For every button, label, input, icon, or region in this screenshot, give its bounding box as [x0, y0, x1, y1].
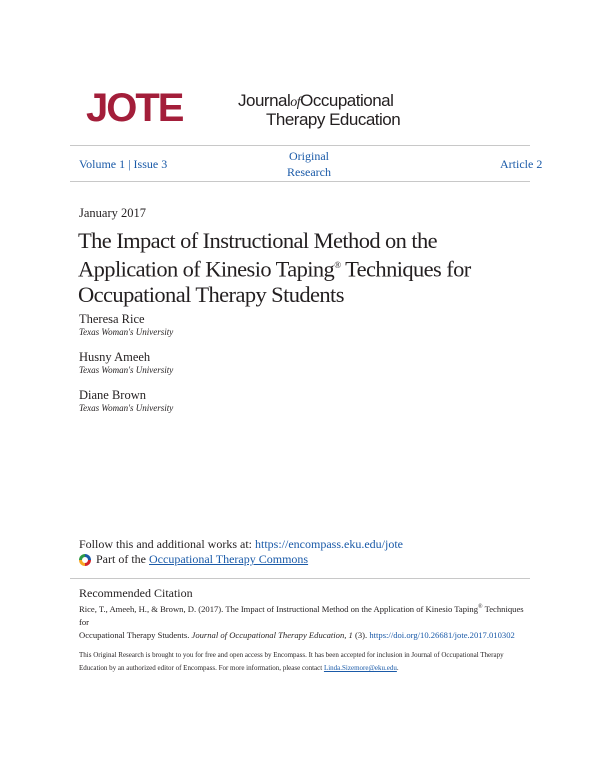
repository-link[interactable]: https://encompass.eku.edu/jote — [255, 537, 403, 551]
article-title — [78, 228, 528, 307]
notice-text: This Original Research is brought to you for free and open access by Encompass. It has been accepted for inclusion in Journal of Occupational Therapy Education by an authorized editor of Encompass. For more information, please contact — [79, 651, 504, 672]
journal-wordmark-occupational: Occupational — [300, 91, 394, 110]
follow-line — [79, 537, 403, 552]
title-part2: Techniques for Occupational Therapy Students — [78, 256, 471, 307]
citation-divider — [70, 578, 530, 579]
doi-link[interactable]: https://doi.org/10.26681/jote.2017.010302 — [369, 629, 515, 640]
author-affiliation: Texas Woman's University — [79, 327, 174, 337]
volume-issue — [79, 157, 167, 172]
article-number: Article 2 — [500, 157, 543, 171]
citation-line1a: Rice, T., Ameeh, H., & Brown, D. (2017). The Impact of Instructional Method on the Application of Kinesio Taping — [79, 603, 479, 614]
article-type-line1: Original — [289, 149, 329, 163]
contact-email-link[interactable]: Linda.Sizemore@eku.edu — [323, 664, 397, 672]
citation-line2a: Occupational Therapy Students. — [79, 629, 192, 640]
journal-wordmark-journal: Journal — [238, 91, 291, 110]
network-commons-icon — [79, 554, 91, 566]
jote-logo: JOTE — [86, 86, 183, 130]
volume-link[interactable]: Volume 1 — [79, 157, 126, 171]
journal-wordmark — [238, 92, 400, 128]
title-part1: The Impact of Instructional Method on the Application of Kinesio Taping — [78, 228, 438, 282]
citation-issue: (3). — [352, 629, 370, 640]
author-affiliation: Texas Woman's University — [79, 365, 174, 375]
citation-journal: Journal of Occupational Therapy Education, 1 — [191, 629, 353, 640]
journal-wordmark-line2: Therapy Education — [266, 110, 401, 129]
author-affiliation: Texas Woman's University — [79, 403, 174, 413]
citation-registered-mark: ® — [478, 604, 483, 610]
journal-wordmark-of: of — [290, 95, 301, 110]
author-name: Diane Brown — [79, 388, 146, 402]
follow-text: Follow this and additional works at: — [79, 537, 255, 551]
publication-date: January 2017 — [79, 206, 146, 220]
issue-link[interactable]: Issue 3 — [133, 157, 168, 171]
author-name: Husny Ameeh — [79, 350, 151, 364]
notice-end: . — [396, 664, 399, 672]
article-type — [286, 148, 332, 180]
recommended-citation-heading: Recommended Citation — [79, 586, 193, 600]
nav-divider — [70, 181, 530, 182]
author-name: Theresa Rice — [79, 312, 145, 326]
citation-line1b: Techniques for — [79, 603, 524, 627]
commons-link[interactable]: Occupational Therapy Commons — [149, 552, 309, 566]
nav-separator: | — [128, 157, 131, 171]
recommended-citation — [79, 601, 524, 642]
part-of-line — [79, 552, 308, 567]
part-of-text: Part of the — [96, 552, 146, 566]
top-divider — [70, 145, 530, 146]
article-type-line2: Research — [287, 165, 331, 179]
access-notice — [79, 649, 529, 675]
title-registered-mark: ® — [334, 260, 341, 270]
